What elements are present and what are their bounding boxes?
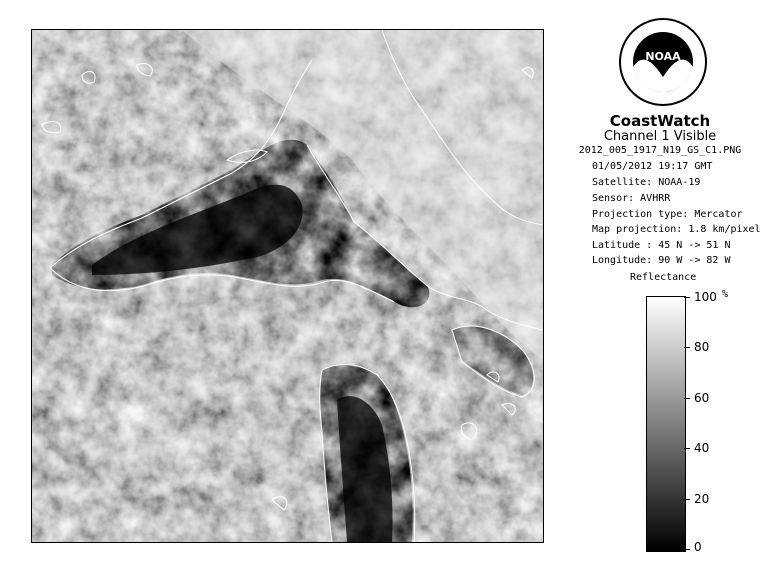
colorbar-tick-label: 0 [694, 540, 702, 554]
colorbar-tick-label: 80 [694, 340, 710, 354]
colorbar-tick-label: 60 [694, 391, 710, 405]
colorbar-tick [684, 549, 690, 550]
noaa-logo-text: NOAA [645, 50, 681, 63]
satellite-image [31, 29, 544, 543]
colorbar-tick [684, 347, 690, 348]
longitude-range: Longitude: 90 W -> 82 W [592, 255, 731, 266]
colorbar-unit: % [722, 289, 729, 300]
channel-title: Channel 1 Visible [603, 129, 717, 144]
noaa-logo-icon [618, 17, 708, 107]
colorbar-label: Reflectance [630, 272, 697, 283]
colorbar [646, 296, 686, 552]
satellite-image-canvas [32, 30, 543, 542]
colorbar-tick [684, 297, 690, 298]
datetime: 01/05/2012 19:17 GMT [592, 161, 713, 172]
sensor: Sensor: AVHRR [592, 193, 671, 204]
colorbar-tick-label: 40 [694, 441, 710, 455]
latitude-range: Latitude : 45 N -> 51 N [592, 240, 731, 251]
projection-type: Projection type: Mercator [592, 209, 743, 220]
satellite: Satellite: NOAA-19 [592, 177, 701, 188]
filename: 2012_005_1917_N19_GS_C1.PNG [578, 145, 742, 156]
colorbar-tick [684, 448, 690, 449]
brand-title: CoastWatch [609, 112, 711, 130]
colorbar-tick [684, 398, 690, 399]
colorbar-tick-label: 100 [694, 290, 717, 304]
colorbar-tick-label: 20 [694, 492, 710, 506]
colorbar-tick [684, 499, 690, 500]
map-projection: Map projection: 1.8 km/pixel [592, 224, 761, 235]
